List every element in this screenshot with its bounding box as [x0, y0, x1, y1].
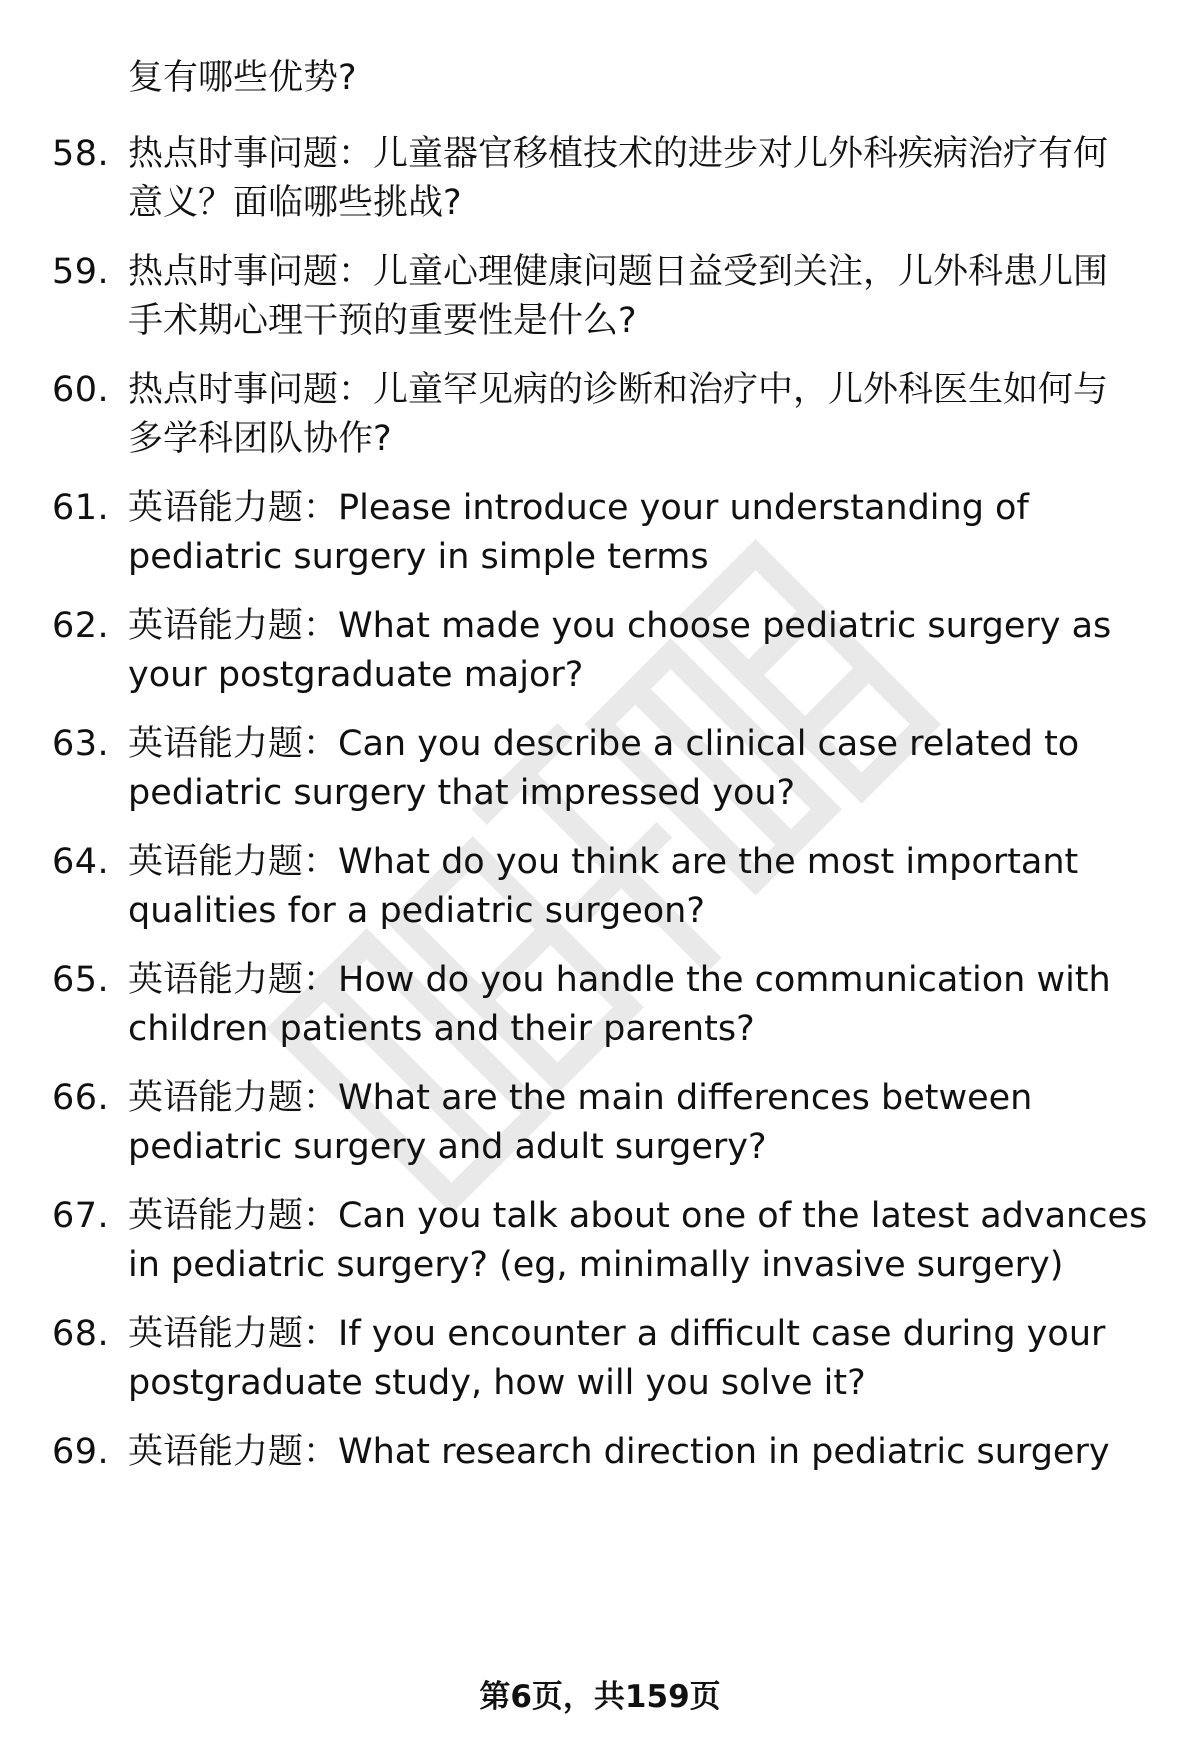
question-text-line: qualities for a pediatric surgeon?: [128, 891, 705, 931]
question-text-line: 英语能力题：What do you think are the most important: [128, 842, 1079, 882]
question-text-line: 英语能力题：Can you talk about one of the latest advances: [128, 1196, 1148, 1236]
question-text-line: 英语能力题：Please introduce your understanding of: [128, 488, 1029, 528]
question-number: 63.: [52, 724, 110, 764]
question-text-line: pediatric surgery that impressed you?: [128, 773, 796, 813]
question-text-line: 热点时事问题：儿童罕见病的诊断和治疗中，儿外科医生如何与: [128, 370, 1109, 410]
question-number: 66.: [52, 1078, 110, 1118]
question-number: 67.: [52, 1196, 110, 1236]
question-text-line: 英语能力题：If you encounter a difficult case during your: [128, 1314, 1106, 1354]
question-text-line: 英语能力题：How do you handle the communication with: [128, 960, 1111, 1000]
question-text-line: pediatric surgery in simple terms: [128, 537, 709, 577]
question-text-line: in pediatric surgery? (eg, minimally invasive surgery): [128, 1245, 1064, 1285]
question-text-line: 热点时事问题：儿童心理健康问题日益受到关注，儿外科患儿围: [128, 252, 1109, 292]
question-number: 60.: [52, 370, 110, 410]
question-text-line: 多学科团队协作?: [128, 419, 392, 459]
question-text-line: 复有哪些优势?: [128, 58, 357, 98]
question-number: 68.: [52, 1314, 110, 1354]
question-text-line: 热点时事问题：儿童器官移植技术的进步对儿外科疾病治疗有何: [128, 134, 1109, 174]
question-text-line: 手术期心理干预的重要性是什么?: [128, 301, 637, 341]
question-text-line: 意义？面临哪些挑战?: [128, 183, 462, 223]
question-number: 62.: [52, 606, 110, 646]
question-text-line: 英语能力题：What made you choose pediatric surgery as: [128, 606, 1112, 646]
question-text-line: 英语能力题：What are the main differences between: [128, 1078, 1033, 1118]
question-number: 65.: [52, 960, 110, 1000]
question-text-line: children patients and their parents?: [128, 1009, 755, 1049]
question-text-line: 英语能力题：What research direction in pediatric surgery: [128, 1432, 1110, 1472]
question-number: 59.: [52, 252, 110, 292]
question-text-line: 英语能力题：Can you describe a clinical case related to: [128, 724, 1080, 764]
question-number: 58.: [52, 134, 110, 174]
question-number: 61.: [52, 488, 110, 528]
question-text-line: postgraduate study, how will you solve it?: [128, 1363, 866, 1403]
question-number: 69.: [52, 1432, 110, 1472]
page-footer: 第6页，共159页: [479, 1679, 721, 1715]
question-number: 64.: [52, 842, 110, 882]
question-text-line: pediatric surgery and adult surgery?: [128, 1127, 767, 1167]
question-text-line: your postgraduate major?: [128, 655, 584, 695]
